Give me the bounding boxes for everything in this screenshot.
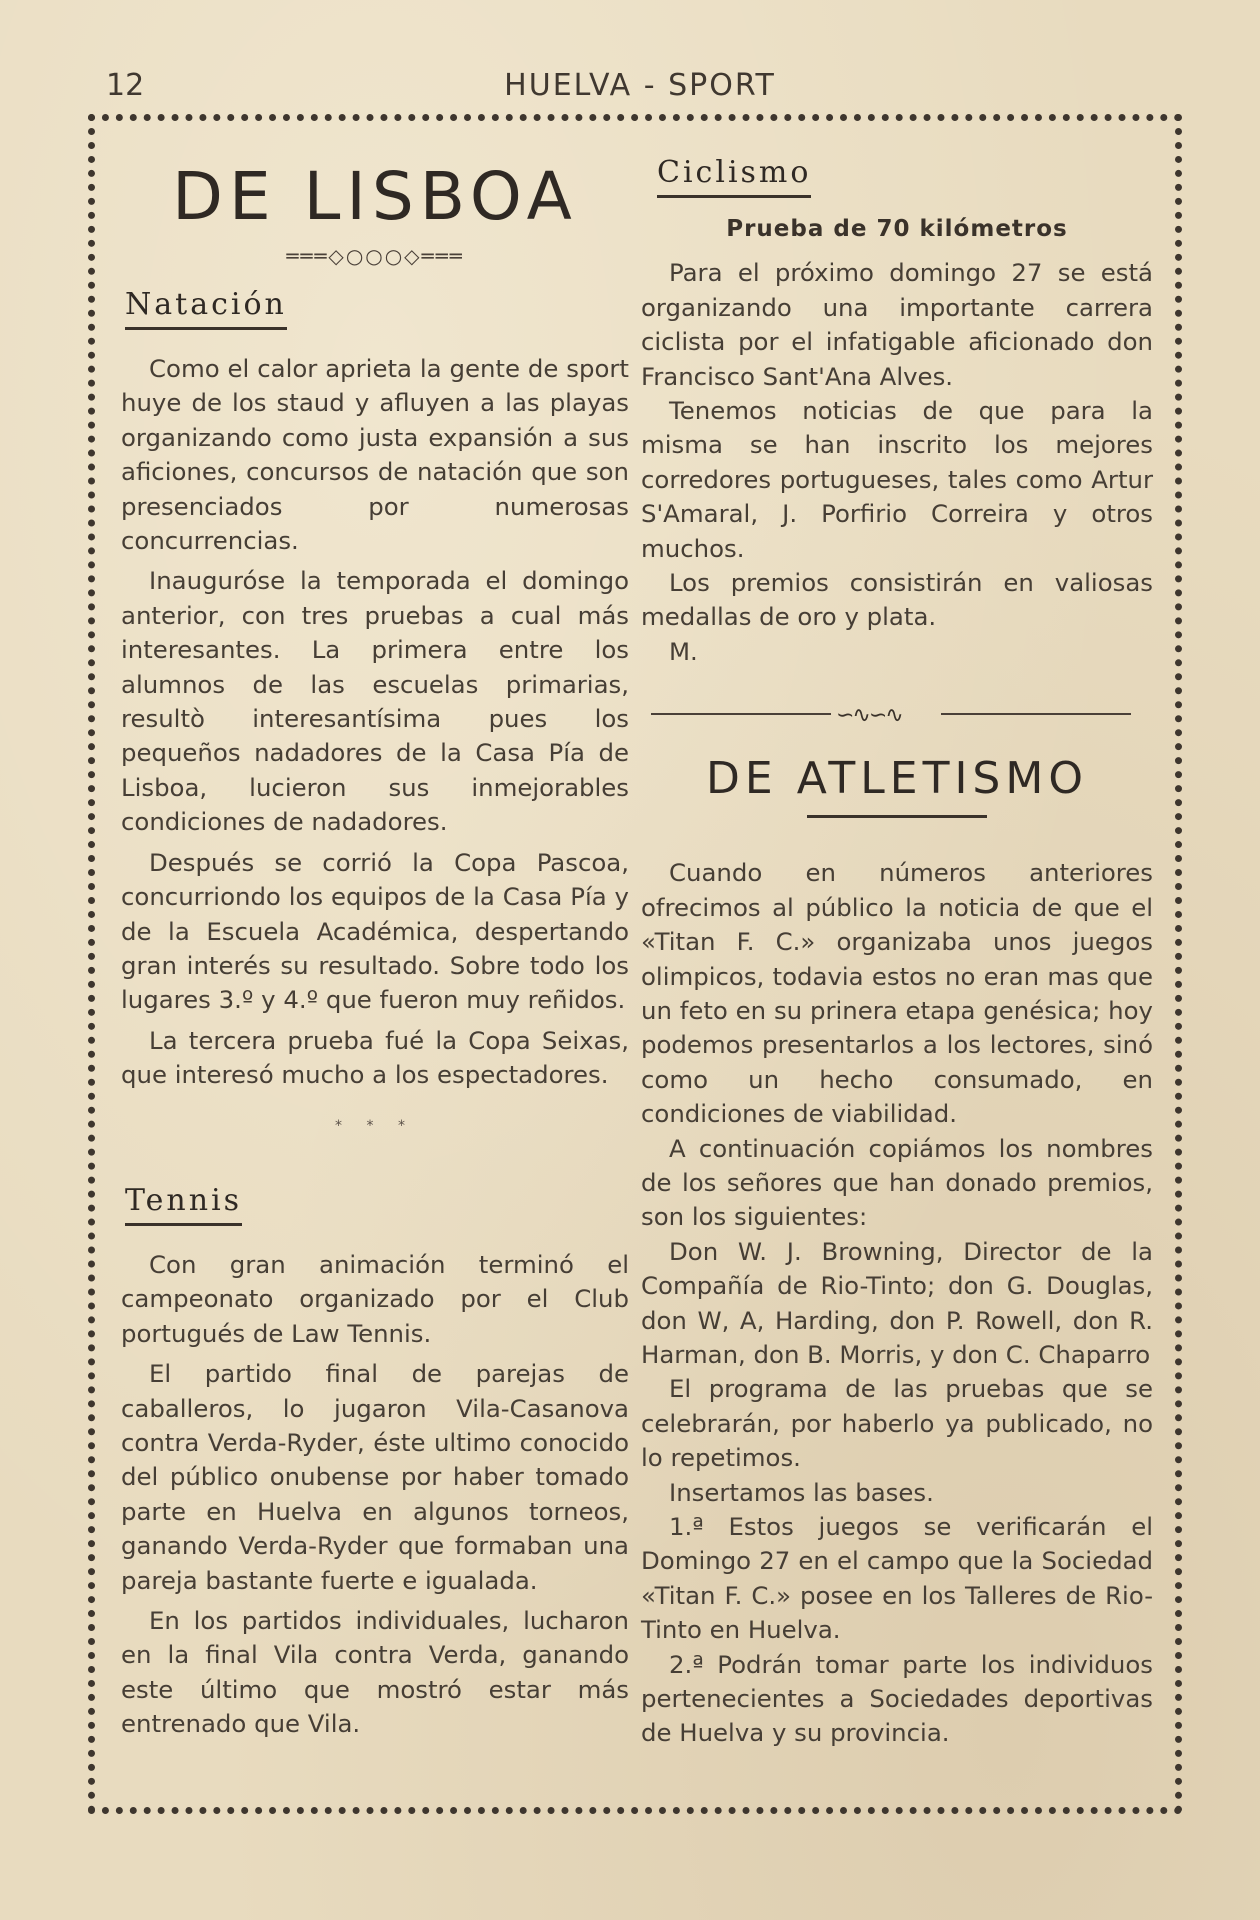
author-signature: M. [669,636,698,666]
heading-tennis: Tennis [125,1183,242,1226]
tennis-paragraph: En los partidos individuales, lucharon en la final Vila contra Verda, ganando este último que mostró estar más entrenado que Vila. [121,1606,629,1739]
ciclismo-paragraph: Para el próximo domingo 27 se está organizando una importante carrera ciclista por el infatigable aficionado don Francisco Sant'Ana Alves. [641,258,1153,391]
atletismo-paragraph: Cuando en números anteriores ofrecimos al público la noticia de que el «Titan F. C.» organizaba unos juegos olimpicos, todavia estos no eran mas que un feto en su prinera etapa genésica; hoy podemos presentarlos a los lectores, sinó como un hecho consumado, en condiciones de viabilidad. [641,858,1153,1129]
natacion-paragraph: La tercera prueba fué la Copa Seixas, que interesó mucho a los espectadores. [121,1025,629,1090]
subheading-prueba: Prueba de 70 kilómetros [726,216,1068,242]
natacion-paragraph: Inauguróse la temporada el domingo anterior, con tres pruebas a cual más interesantes. La primera entre los alumnos de las escuelas primarias, resultò interesantísima pues los pequeños nadadores de la Casa Pía de Lisboa, lucieron sus inmejorables condiciones de nadadores. [121,566,629,837]
natacion-paragraph: Después se corrió la Copa Pascoa, concurriondo los equipos de la Casa Pía y de la Escuela Académica, despertando gran interés su resultado. Sobre todo los lugares 3.º y 4.º que fueron muy reñidos. [121,847,629,1015]
heading-ciclismo: Ciclismo [657,155,811,198]
running-title: HUELVA - SPORT [504,68,776,103]
divider-line-left [651,713,831,715]
atletismo-paragraph: A continuación copiámos los nombres de los señores que han donado premios, son los siguientes: [641,1133,1153,1232]
section-separator-stars: * * * [335,1117,415,1134]
tennis-paragraph: Con gran animación terminó el campeonato organizado por el Club portugués de Law Tennis. [121,1249,629,1348]
title-underline [807,815,987,818]
page-number: 12 [106,68,145,103]
right-column [641,121,1153,1751]
ciclismo-paragraph: Tenemos noticias de que para la misma se han inscrito los mejores corredores portugueses, tales como Artur S'Amaral, J. Porfirio Correira y otros muchos. [641,396,1153,563]
heading-natacion: Natación [125,287,287,330]
atletismo-paragraph: Insertamos las bases. [669,1477,934,1507]
atletismo-paragraph: 2.ª Podrán tomar parte los individuos pertenecientes a Sociedades deportivas de Huelva y su provincia. [641,1649,1153,1748]
divider-wave: ∽∿∽∿ [836,703,902,729]
page-header [100,68,1180,108]
divider-line-right [941,713,1131,715]
tennis-paragraph: El partido final de parejas de caballeros, lo jugaron Vila-Casanova contra Verda-Ryder, éste ultimo conocido del público onubense por haber tomado parte en Huelva en algunos torneos, ganando Verda-Ryder que formaban una pareja bastante fuerte e igualada. [121,1359,629,1595]
section-divider [641,699,1153,729]
title-de-atletismo: DE ATLETISMO [706,753,1088,805]
atletismo-paragraph: Don W. J. Browning, Director de la Compañía de Rio-Tinto; don G. Douglas, don W, A, Harding, don P. Rowell, don R. Harman, don B. Morris, y don C. Chaparro [641,1236,1153,1369]
natacion-paragraph: Como el calor aprieta la gente de sport huye de los staud y afluyen a las playas organizando como justa expansión a sus aficiones, concursos de natación que son presenciados por numerosas concurrencias. [121,354,629,556]
article-frame [88,114,1182,1814]
title-ornament: ═══◇○○○◇═══ [286,244,464,268]
left-column [121,121,629,1742]
ciclismo-paragraph: Los premios consistirán en valiosas medallas de oro y plata. [641,568,1153,632]
atletismo-paragraph: 1.ª Estos juegos se verificarán el Domingo 27 en el campo que la Sociedad «Titan F. C.» posee en los Talleres de Rio-Tinto en Huelva. [641,1512,1153,1645]
title-de-lisboa: DE LISBOA [172,158,578,235]
atletismo-paragraph: El programa de las pruebas que se celebrarán, por haberlo ya publicado, no lo repetimos. [641,1374,1153,1473]
